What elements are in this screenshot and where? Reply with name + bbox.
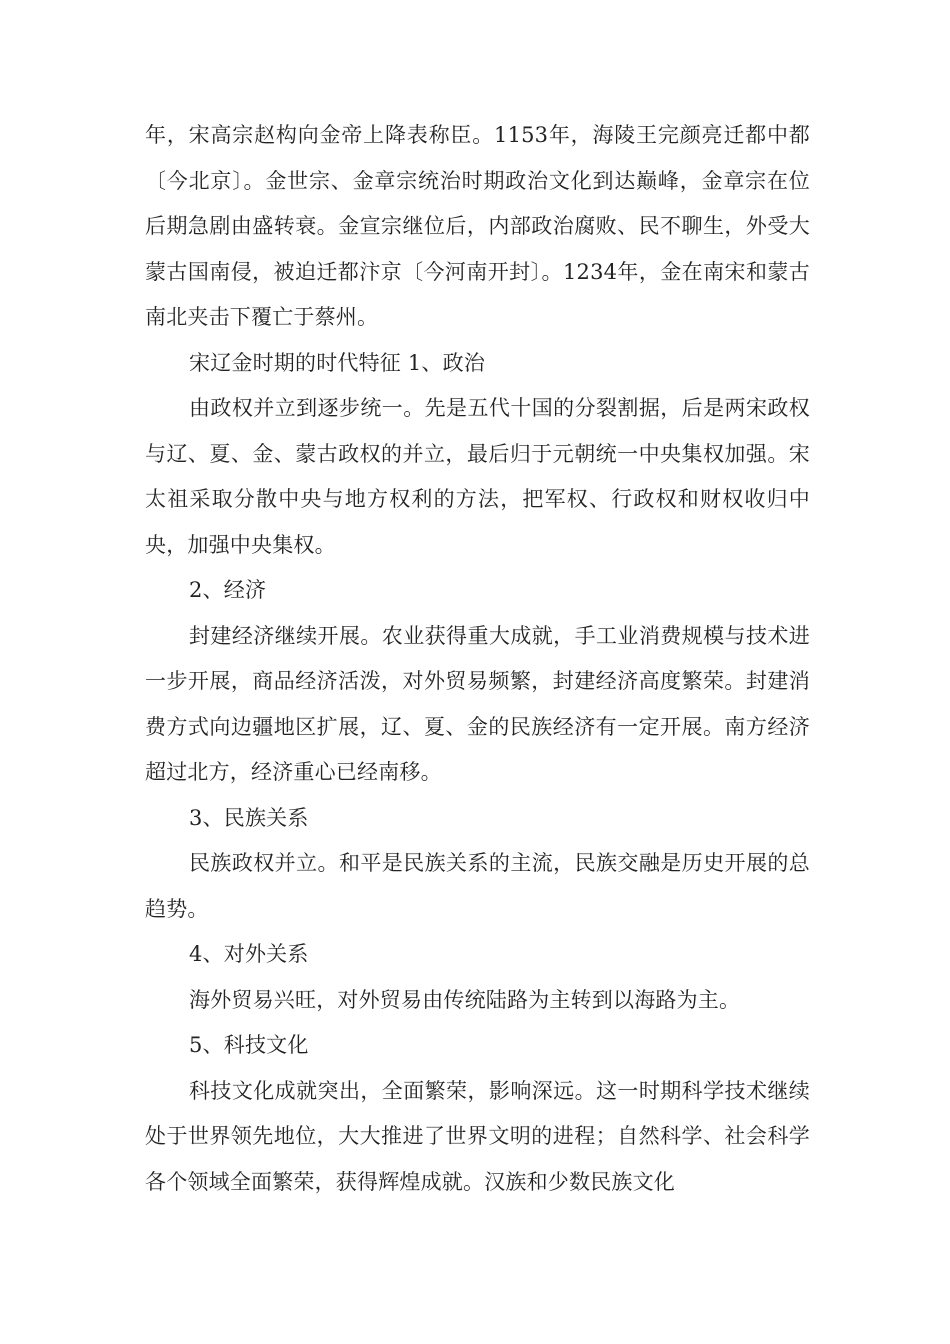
paragraph-ethnic-relations: 民族政权并立。和平是民族关系的主流，民族交融是历史开展的总趋势。 bbox=[145, 851, 810, 921]
paragraph-economy: 封建经济继续开展。农业获得重大成就，手工业消费规模与技术进一步开展，商品经济活泼，对外贸易频繁，封建经济高度繁荣。封建消费方式向边疆地区扩展，辽、夏、金的民族经济有一定开展。南方经济超过北方，经济重心已经南移。 bbox=[145, 623, 810, 784]
heading-economy: 2、经济 bbox=[189, 578, 267, 602]
heading-foreign-relations: 4、对外关系 bbox=[189, 942, 309, 966]
heading-era-features-politics: 宋辽金时期的时代特征 1、政治 bbox=[189, 350, 486, 375]
document-body bbox=[145, 113, 810, 1205]
heading-ethnic-relations: 3、民族关系 bbox=[189, 805, 309, 830]
paragraph-politics: 由政权并立到逐步统一。先是五代十国的分裂割据，后是两宋政权与辽、夏、金、蒙古政权的并立，最后归于元朝统一中央集权加强。宋太祖采取分散中央与地方权利的方法，把军权、行政权和财权收归中央，加强中央集权。 bbox=[145, 396, 810, 557]
paragraph-science-culture: 科技文化成就突出，全面繁荣，影响深远。这一时期科学技术继续处于世界领先地位，大大推进了世界文明的进程；自然科学、社会科学各个领域全面繁荣，获得辉煌成就。汉族和少数民族文化 bbox=[145, 1078, 810, 1194]
heading-science-culture: 5、科技文化 bbox=[189, 1033, 309, 1057]
paragraph-foreign-relations: 海外贸易兴旺，对外贸易由传统陆路为主转到以海路为主。 bbox=[189, 987, 741, 1012]
paragraph-jin-history: 年，宋高宗赵构向金帝上降表称臣。1153年，海陵王完颜亮迁都中都〔今北京〕。金世宗、金章宗统治时期政治文化到达巅峰，金章宗在位后期急剧由盛转衰。金宣宗继位后，内部政治腐败、民不聊生，外受大蒙古国南侵，被迫迁都汴京〔今河南开封〕。1234年，金在南宋和蒙古南北夹击下覆亡于蔡州。 bbox=[145, 123, 810, 329]
